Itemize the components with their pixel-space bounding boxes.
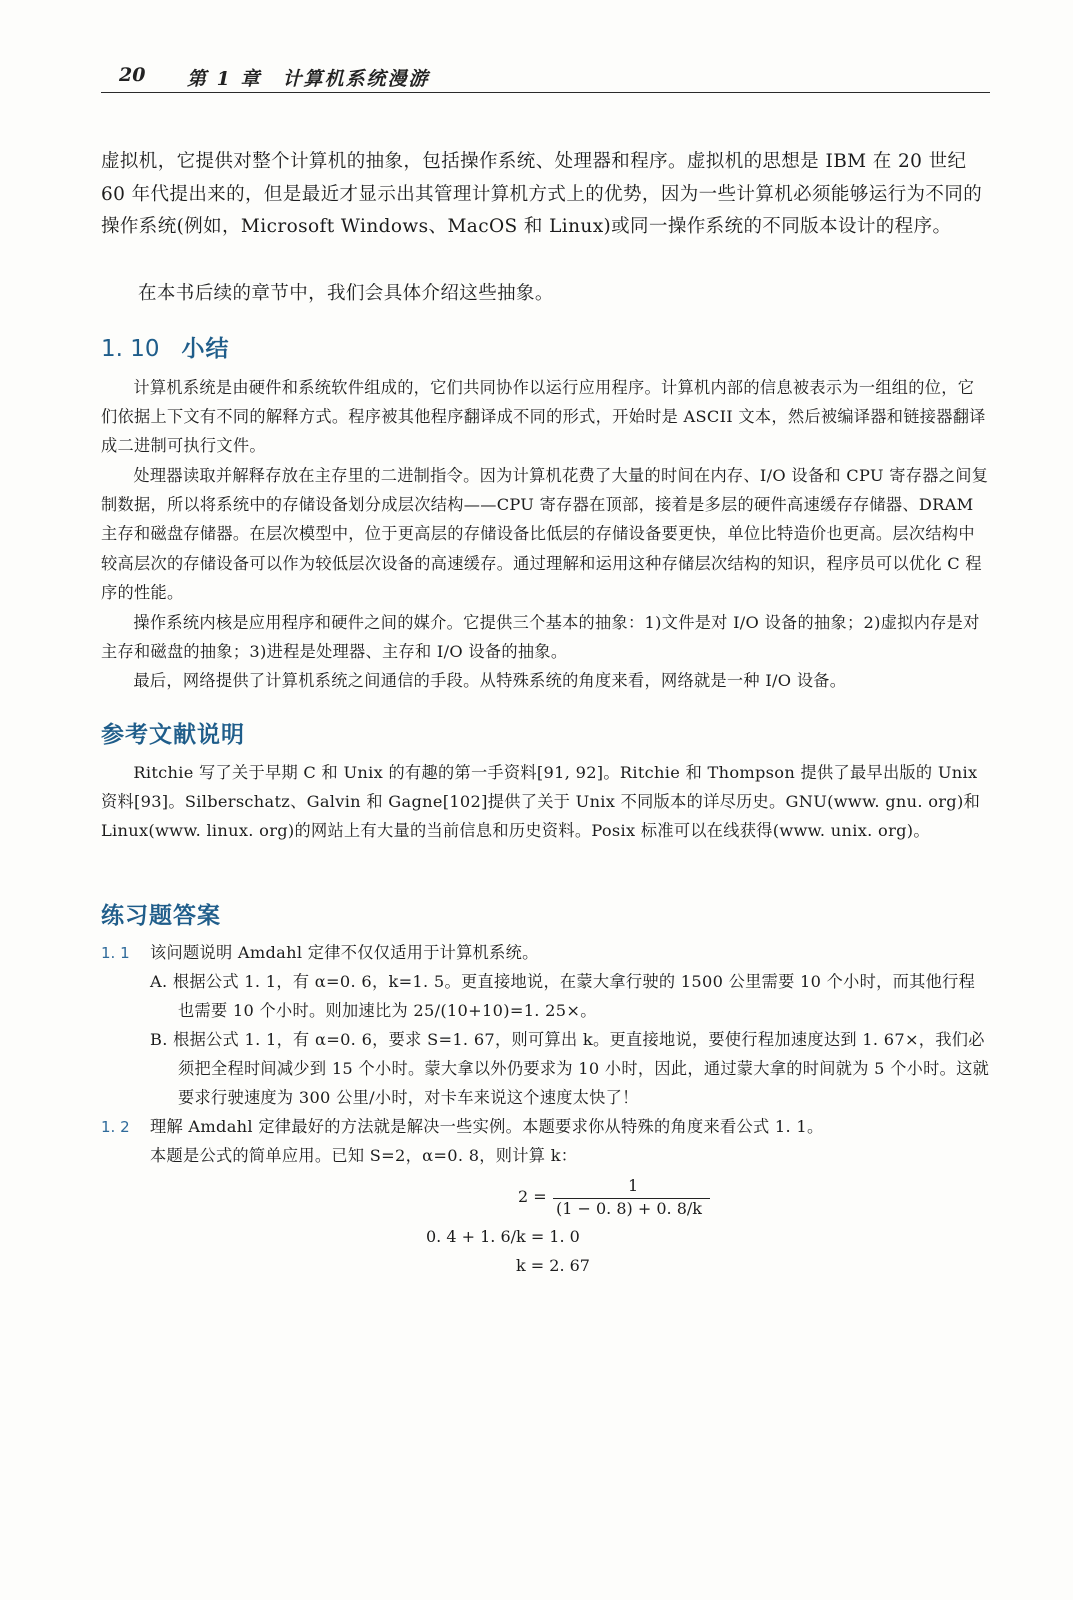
intro-paragraph-2: 在本书后续的章节中，我们会具体介绍这些抽象。 bbox=[138, 283, 554, 304]
section-heading-references: 参考文献说明 bbox=[101, 722, 245, 748]
exercise-number-1-1: 1. 1 bbox=[101, 944, 130, 962]
summary-paragraph-2: 处理器读取并解释存放在主存里的二进制指令。因为计算机花费了大量的时间在内存、I/O 设备和 CPU 寄存器之间复制数据，所以将系统中的存储设备划分成层次结构——CPU 寄存器在顶部，接着是多层的硬件高速缓存存储器、DRAM 主存和磁盘存储器。在层次模型中，位于更高层的存储设备比低层的存储设备要更快，单位比特造价也更高。层次结构中较高层次的存储设备可以作为较低层次设备的高速缓存。通过理解和运用这种存储层次结构的知识，程序员可以优化 C 程序的性能。 bbox=[101, 466, 989, 602]
equation-1-lhs: 2 = bbox=[518, 1187, 547, 1206]
section-number: 1. 10 bbox=[101, 336, 160, 362]
running-header bbox=[101, 60, 990, 93]
references-paragraph: Ritchie 写了关于早期 C 和 Unix 的有趣的第一手资料[91, 92]。Ritchie 和 Thompson 提供了最早出版的 Unix 资料[93]。Silberschatz、Galvin 和 Gagne[102]提供了关于 Unix 不同版本的详尽历史。GNU(www. gnu. org)和 Linux(www. linux. org)的网站上有大量的当前信息和历史资料。Posix 标准可以在线获得(www. unix. org)。 bbox=[101, 763, 981, 841]
exercise-1-1-answer-b: B. 根据公式 1. 1，有 α=0. 6，要求 S=1. 67，则可算出 k。更直接地说，要使行程加速度达到 1. 67×，我们必须把全程时间减少到 15 个小时。蒙大拿以外仍要求为 10 小时，因此，通过蒙大拿的时间就为 5 个小时。这就要求行驶速度为 300 公里/小时，对卡车来说这个速度太快了！ bbox=[150, 1030, 990, 1108]
exercise-number-1-2: 1. 2 bbox=[101, 1118, 130, 1136]
summary-paragraph-1: 计算机系统是由硬件和系统软件组成的，它们共同协作以运行应用程序。计算机内部的信息被表示为一组组的位，它们依据上下文有不同的解释方式。程序被其他程序翻译成不同的形式，开始时是 ASCII 文本，然后被编译器和链接器翻译成二进制可执行文件。 bbox=[101, 378, 986, 456]
exercise-1-1-text: 该问题说明 Amdahl 定律不仅仅适用于计算机系统。 bbox=[150, 943, 539, 962]
equation-2: 0. 4 + 1. 6/k = 1. 0 bbox=[426, 1227, 580, 1246]
summary-paragraph-4: 最后，网络提供了计算机系统之间通信的手段。从特殊系统的角度来看，网络就是一种 I/O 设备。 bbox=[133, 671, 847, 690]
intro-paragraph-1: 虚拟机，它提供对整个计算机的抽象，包括操作系统、处理器和程序。虚拟机的思想是 IBM 在 20 世纪 60 年代提出来的，但是最近才显示出其管理计算机方式上的优势，因为一些计算机必须能够运行为不同的操作系统(例如，Microsoft Windows、MacOS 和 Linux)或同一操作系统的不同版本设计的程序。 bbox=[101, 151, 983, 237]
section-title: 小结 bbox=[181, 336, 230, 362]
summary-paragraph-3: 操作系统内核是应用程序和硬件之间的媒介。它提供三个基本的抽象：1)文件是对 I/O 设备的抽象；2)虚拟内存是对主存和磁盘的抽象；3)进程是处理器、主存和 I/O 设备的抽象。 bbox=[101, 613, 980, 662]
exercise-1-2-text: 理解 Amdahl 定律最好的方法就是解决一些实例。本题要求你从特殊的角度来看公式 1. 1。 bbox=[150, 1117, 824, 1136]
exercise-1-2-text-2: 本题是公式的简单应用。已知 S=2，α=0. 8，则计算 k： bbox=[150, 1146, 578, 1165]
exercise-1-1-answer-a: A. 根据公式 1. 1，有 α=0. 6，k=1. 5。更直接地说，在蒙大拿行驶的 1500 公里需要 10 个小时，而其他行程也需要 10 个小时。则加速比为 25/(10+10)=1. 25×。 bbox=[150, 972, 976, 1021]
equation-3: k = 2. 67 bbox=[516, 1256, 590, 1275]
equation-1-denominator: (1 − 0. 8) + 0. 8/k bbox=[556, 1199, 702, 1218]
equation-1-numerator: 1 bbox=[628, 1176, 639, 1195]
chapter-title: 第 1 章 计算机系统漫游 bbox=[187, 68, 430, 90]
page-number: 20 bbox=[119, 64, 146, 86]
section-heading-answers: 练习题答案 bbox=[101, 903, 221, 929]
section-heading-summary bbox=[101, 330, 230, 363]
